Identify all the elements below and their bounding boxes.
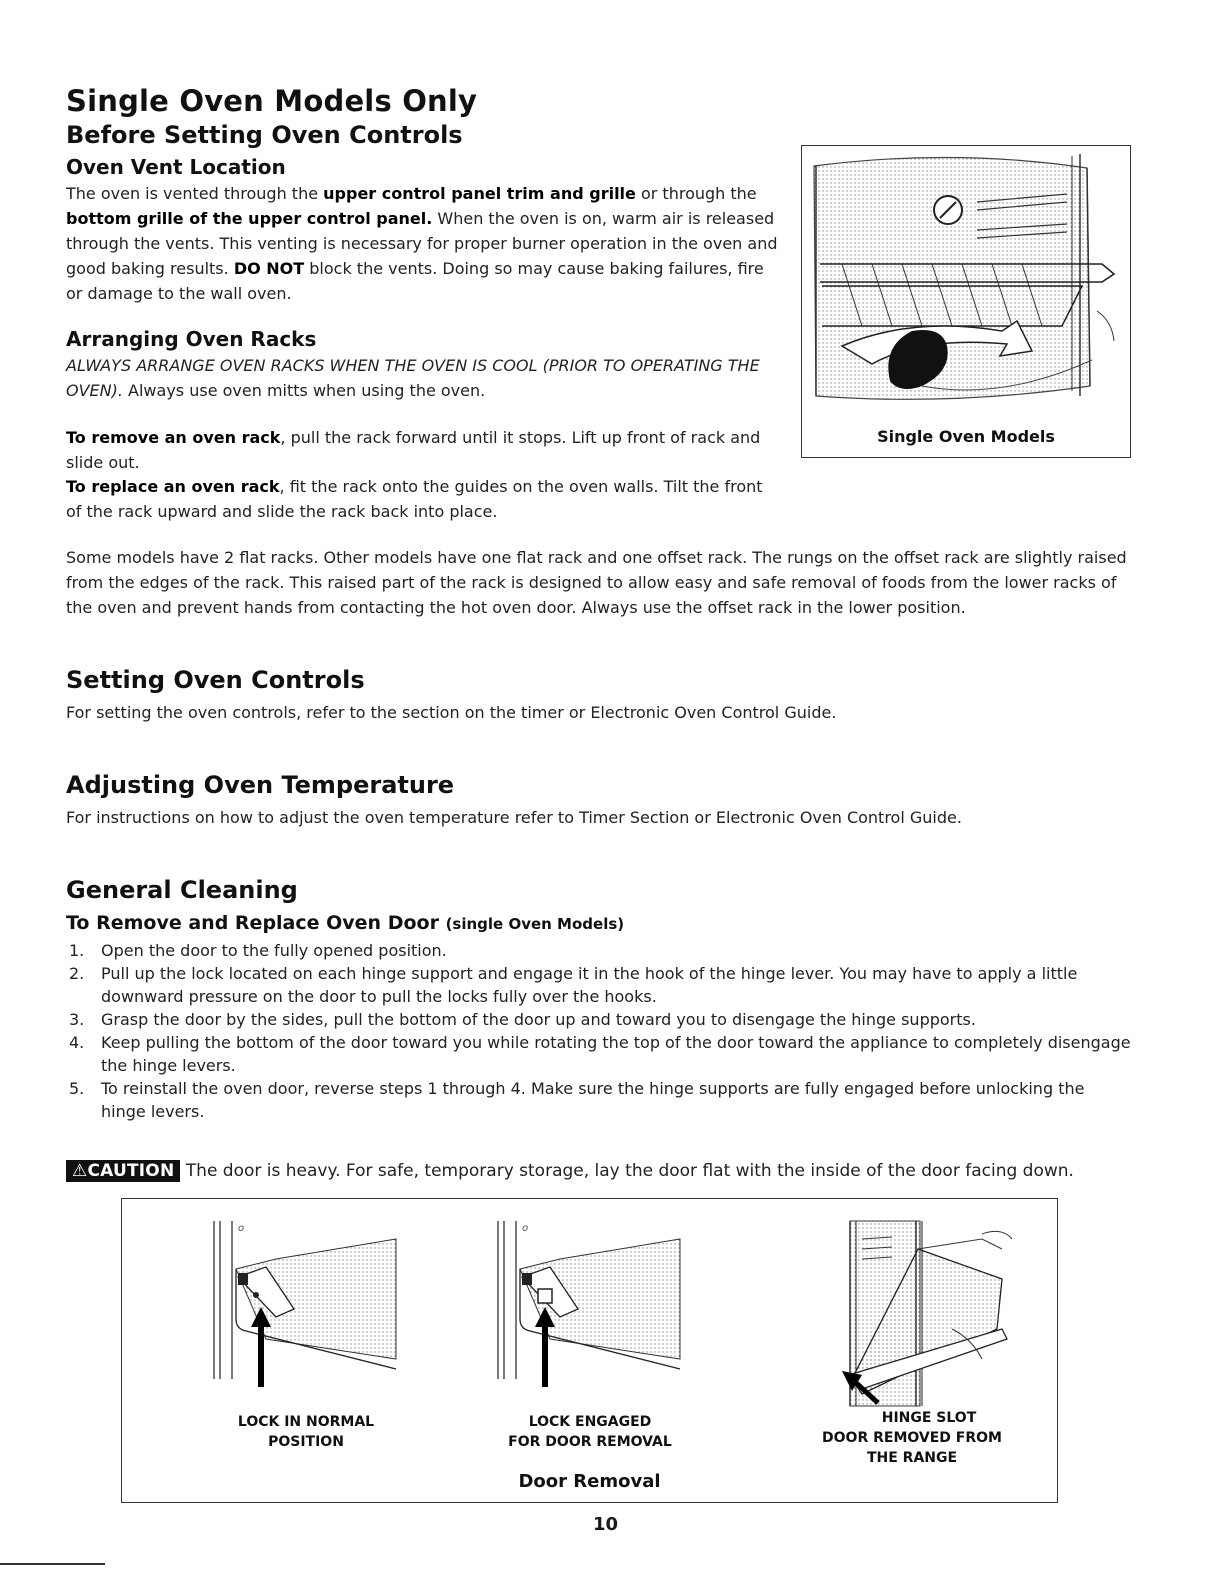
- remove-rack-paragraph: [66, 425, 778, 475]
- subheading-arranging-racks: Arranging Oven Racks: [66, 327, 317, 351]
- step-text: Open the door to the fully opened position.: [101, 941, 447, 960]
- label-lock-normal: [206, 1412, 406, 1452]
- door-removal-caption: Door Removal: [518, 1471, 661, 1492]
- step-number: 4.: [69, 1033, 85, 1052]
- label-hinge-slot-line2: DOOR REMOVED FROM: [822, 1430, 1002, 1446]
- remove-rack-bold: To remove an oven rack: [66, 428, 281, 447]
- step-text: Keep pulling the bottom of the door toward you while rotating the top of the door toward the appliance to completely disengage the hinge levers.: [101, 1033, 1131, 1075]
- step-text: Grasp the door by the sides, pull the bottom of the door up and toward you to disengage the hinge supports.: [101, 1010, 976, 1029]
- caution-line: [66, 1160, 1146, 1182]
- label-lock-engaged-line1: LOCK ENGAGED: [528, 1414, 652, 1430]
- vent-bold-1: upper control panel trim and grille: [323, 184, 636, 203]
- list-item: [66, 1077, 1134, 1123]
- list-item: [66, 939, 1134, 962]
- list-item: [66, 1031, 1134, 1077]
- oven-rack-illustration: [802, 146, 1130, 416]
- list-item: [66, 1008, 1134, 1031]
- racks-warning-paragraph: [66, 353, 778, 403]
- hinge-slot-illustration: [822, 1219, 1022, 1409]
- caution-text: The door is heavy. For safe, temporary storage, lay the door flat with the inside of the door facing down.: [185, 1161, 1074, 1181]
- vent-text-1: The oven is vented through the: [66, 184, 324, 203]
- vent-bold-2: bottom grille of the upper control panel.: [66, 209, 433, 228]
- lock-engaged-illustration: [490, 1219, 690, 1394]
- warning-triangle-icon: ⚠: [72, 1161, 88, 1181]
- oven-rack-figure: [801, 145, 1131, 458]
- label-hinge-slot-line3: THE RANGE: [866, 1450, 958, 1466]
- caution-badge: [66, 1160, 180, 1182]
- step-number: 3.: [69, 1010, 85, 1029]
- remove-rack-text: , pull the rack forward until it stops. Lift up front of rack and slide out.: [66, 428, 761, 472]
- replace-rack-paragraph: [66, 474, 778, 524]
- label-lock-engaged: [490, 1412, 690, 1452]
- step-number: 1.: [69, 941, 85, 960]
- label-hinge-slot-line1: HINGE SLOT: [881, 1410, 977, 1426]
- list-item: [66, 962, 1134, 1008]
- caution-label: CAUTION: [87, 1161, 175, 1181]
- label-lock-normal-line1: LOCK IN NORMAL: [237, 1414, 375, 1430]
- label-lock-engaged-line2: FOR DOOR REMOVAL: [508, 1434, 672, 1450]
- replace-rack-text: , fit the rack onto the guides on the oven walls. Tilt the front of the rack upward and slide the rack back into place.: [66, 477, 763, 521]
- adjusting-temperature-text: For instructions on how to adjust the oven temperature refer to Timer Section or Electronic Oven Control Guide.: [66, 808, 962, 827]
- vent-bold-3: DO NOT: [233, 259, 305, 278]
- section-heading-general-cleaning: General Cleaning: [66, 876, 298, 904]
- step-text: Pull up the lock located on each hinge support and engage it in the hook of the hinge lever. You may have to apply a little downward pressure on the door to pull the locks fully over the hooks.: [101, 964, 1078, 1006]
- oven-figure-caption: Single Oven Models: [877, 427, 1055, 446]
- replace-rack-bold: To replace an oven rack: [66, 477, 280, 496]
- step-number: 5.: [69, 1079, 85, 1098]
- setting-controls-text: For setting the oven controls, refer to the section on the timer or Electronic Oven Control Guide.: [66, 703, 837, 722]
- bottom-rule: [0, 1563, 105, 1565]
- page-title: Single Oven Models Only: [66, 84, 478, 118]
- vent-text-3: When the oven is on, warm air is released through the vents. This venting is necessary for proper burner operation in the oven and good baking results.: [66, 209, 778, 278]
- lock-normal-illustration: [206, 1219, 406, 1394]
- section-heading-before-controls: Before Setting Oven Controls: [66, 121, 463, 149]
- label-lock-normal-line2: POSITION: [268, 1434, 344, 1450]
- rack-models-paragraph: Some models have 2 flat racks. Other models have one flat rack and one offset rack. The rungs on the offset rack are slightly raised from the edges of the rack. This raised part of the rack is designed to allow easy and safe removal of foods from the lower racks of the oven and prevent hands from contacting the hot oven door. Always use the offset rack in the lower position.: [66, 548, 1127, 617]
- door-removal-figure: [121, 1198, 1058, 1503]
- vent-paragraph: [66, 181, 778, 306]
- racks-italic-warning: ALWAYS ARRANGE OVEN RACKS WHEN THE OVEN IS COOL (PRIOR TO OPERATING THE OVEN).: [66, 356, 760, 400]
- remove-door-heading-note: (single Oven Models): [445, 915, 625, 933]
- door-removal-steps: [66, 939, 1134, 1123]
- step-text: To reinstall the oven door, reverse steps 1 through 4. Make sure the hinge supports are fully engaged before unlocking the hinge levers.: [101, 1079, 1085, 1121]
- racks-mitts-text: Always use oven mitts when using the oven.: [122, 381, 486, 400]
- remove-door-heading-text: To Remove and Replace Oven Door: [66, 912, 439, 934]
- vent-text-4: block the vents. Doing so may cause baking failures, fire or damage to the wall oven.: [66, 259, 764, 303]
- section-heading-adjusting-temperature: Adjusting Oven Temperature: [66, 771, 455, 799]
- subheading-remove-door: [66, 912, 624, 934]
- section-heading-setting-controls: Setting Oven Controls: [66, 666, 365, 694]
- step-number: 2.: [69, 964, 85, 983]
- svg-text:o: o: [238, 1223, 245, 1234]
- label-hinge-slot: [802, 1408, 1022, 1468]
- subheading-vent-location: Oven Vent Location: [66, 155, 286, 179]
- vent-text-2: or through the: [635, 184, 757, 203]
- page-number: 10: [592, 1514, 619, 1535]
- svg-text:o: o: [522, 1223, 529, 1234]
